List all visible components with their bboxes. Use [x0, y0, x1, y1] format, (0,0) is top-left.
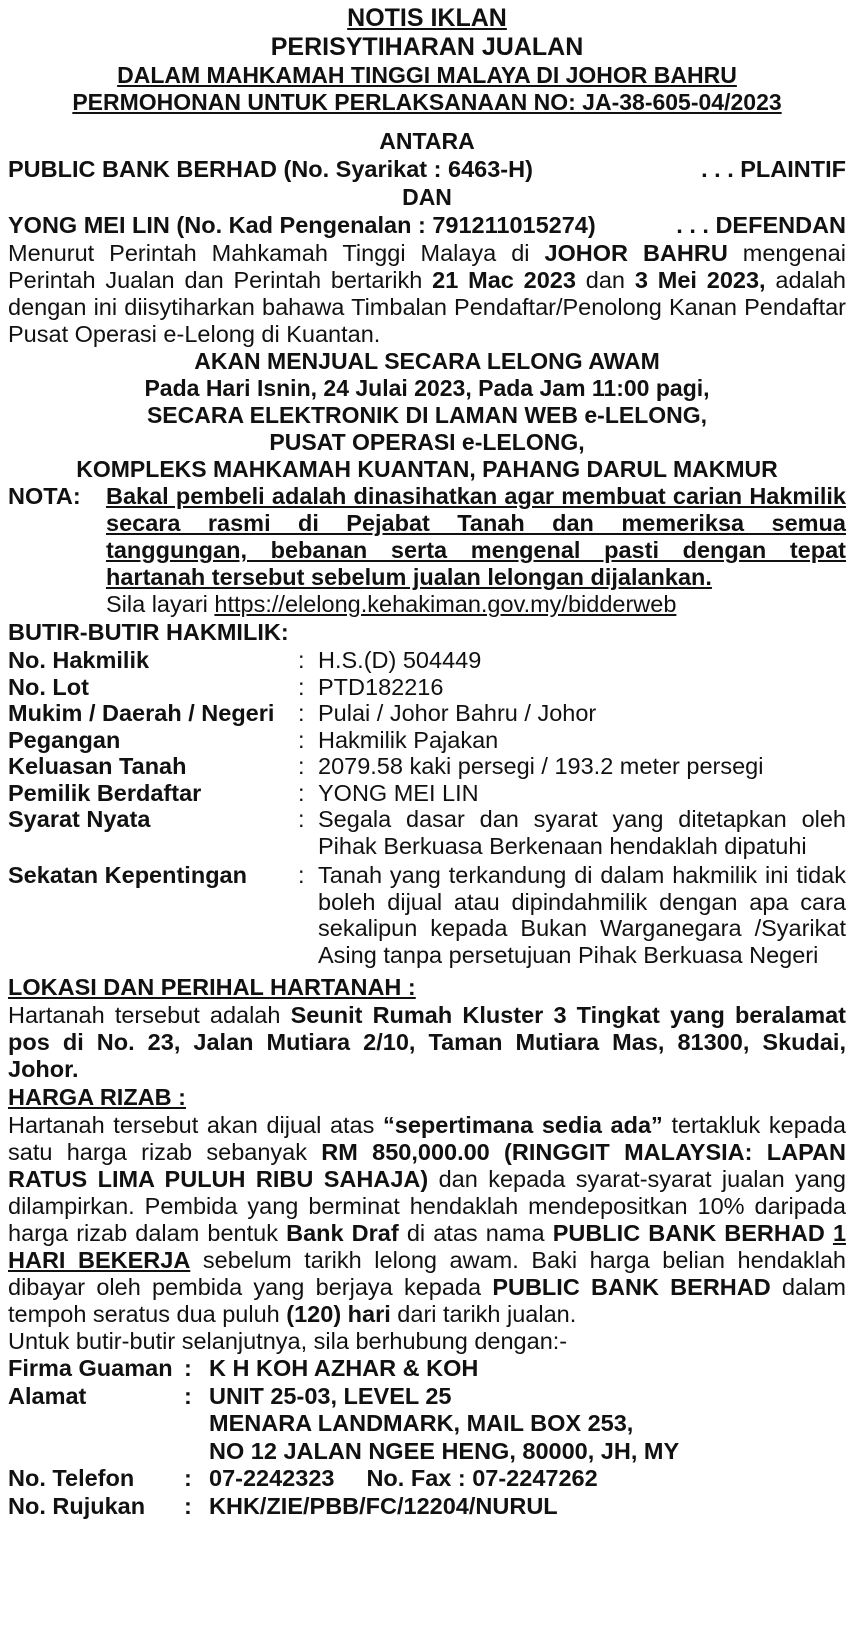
address-line: NO 12 JALAN NGEE HENG, 80000, JH, MY: [209, 1437, 680, 1464]
address-sep: :: [184, 1382, 192, 1409]
title-detail-value: Hakmilik Pajakan: [318, 726, 499, 753]
location-heading: LOKASI DAN PERIHAL HARTANAH :: [8, 974, 416, 1000]
title-details-heading: BUTIR-BUTIR HAKMILIK:: [8, 619, 289, 645]
phone-sep: :: [184, 1465, 192, 1491]
title-detail-sep: :: [298, 753, 305, 779]
title-detail-sep: :: [298, 673, 305, 700]
firm-row: [8, 1355, 846, 1383]
working-day-term: 1 HARI BEKERJA: [8, 1220, 847, 1273]
reserve-text-8: dari tarikh jualan.: [390, 1301, 577, 1327]
reserve-text-2: tertakluk kepada satu harga rizab sebanyak: [8, 1112, 846, 1165]
defendant-role: . . . DEFENDAN: [676, 212, 846, 238]
notice-subtitle: PERISYTIHARAN JUALAN: [270, 33, 584, 61]
title-detail-label: Pemilik Berdaftar: [8, 779, 202, 806]
reserve-text-7: dalam tempoh seratus dua puluh: [8, 1274, 846, 1327]
plaintiff-row: [8, 155, 846, 184]
reserve-text-4: di atas nama: [398, 1220, 553, 1246]
intro-text-2: mengenai Perintah Jualan dan Perintah bertarikh: [8, 240, 846, 293]
notice-title: NOTIS IKLAN: [347, 4, 507, 32]
title-detail-row: [8, 862, 846, 971]
phone-row: [8, 1465, 846, 1493]
title-detail-sep: :: [298, 806, 305, 832]
firm-sep: :: [184, 1355, 192, 1381]
auction-block: [8, 348, 846, 483]
intro-paragraph: [8, 240, 846, 348]
location-paragraph: [8, 1002, 846, 1083]
plaintiff-role: . . . PLAINTIF: [701, 156, 846, 182]
antara-label: ANTARA: [379, 128, 475, 154]
reserve-price: RM 850,000.00 (RINGGIT MALAYSIA: LAPAN RATUS LIMA PULUH RIBU SAHAJA): [8, 1139, 846, 1192]
phone-value-cell: [209, 1465, 846, 1493]
reserve-paragraph: [8, 1112, 846, 1328]
title-detail-label: No. Hakmilik: [8, 647, 150, 673]
title-detail-value: H.S.(D) 504449: [318, 647, 482, 673]
title-detail-label: Mukim / Daerah / Negeri: [8, 700, 275, 726]
property-address: Seunit Rumah Kluster 3 Tingkat yang beralamat pos di No. 23, Jalan Mutiara 2/10, Taman Mutiara Mas, 81300, Skudai, Johor.: [8, 1002, 846, 1082]
court-name: DALAM MAHKAMAH TINGGI MALAYA DI JOHOR BAHRU: [117, 62, 737, 88]
firm-value: K H KOH AZHAR & KOH: [209, 1355, 479, 1381]
title-detail-sep: :: [298, 779, 305, 806]
title-detail-value: 2079.58 kaki persegi / 193.2 meter persegi: [318, 753, 764, 779]
title-detail-sep: :: [298, 700, 305, 726]
payment-days: (120) hari: [286, 1301, 391, 1327]
contact-intro: Untuk butir-butir selanjutnya, sila berhubung dengan:-: [8, 1328, 568, 1354]
title-detail-row: [8, 806, 846, 862]
bank-name-2: PUBLIC BANK BERHAD: [492, 1274, 771, 1300]
intro-location: JOHOR BAHRU: [544, 240, 728, 266]
auction-venue: KOMPLEKS MAHKAMAH KUANTAN, PAHANG DARUL MAKMUR: [76, 456, 778, 482]
defendant-row: [8, 211, 846, 240]
title-detail-row: [8, 727, 846, 754]
reference-label: No. Rujukan: [8, 1492, 146, 1519]
address-row: [8, 1383, 846, 1466]
as-is-phrase: “sepertimana sedia ada”: [383, 1112, 663, 1138]
title-detail-value: YONG MEI LIN: [318, 779, 479, 806]
title-detail-value: Tanah yang terkandung di dalam hakmilik ini tidak boleh dijual atau dipindahmilik dengan apa cara sekalipun kepada Bukan Warganegara /Syarikat Asing tanpa persetujuan Pihak Berkuasa Negeri: [318, 862, 846, 968]
firm-label: Firma Guaman: [8, 1355, 173, 1381]
application-number: PERMOHONAN UNTUK PERLAKSANAAN NO: JA-38-605-04/2023: [72, 89, 782, 115]
title-detail-sep: :: [298, 862, 305, 888]
order-date-1: 21 Mac 2023: [432, 267, 576, 293]
address-line: UNIT 25-03, LEVEL 25: [209, 1382, 452, 1409]
title-detail-label: Sekatan Kepentingan: [8, 862, 247, 888]
address-line: MENARA LANDMARK, MAIL BOX 253,: [209, 1410, 634, 1436]
auction-line-1: AKAN MENJUAL SECARA LELONG AWAM: [194, 348, 660, 374]
plaintiff-name: PUBLIC BANK BERHAD (No. Syarikat : 6463-H): [8, 156, 533, 182]
title-detail-row: [8, 753, 846, 780]
reserve-text-1: Hartanah tersebut akan dijual atas: [8, 1112, 383, 1138]
order-date-2: 3 Mei 2023,: [634, 267, 766, 293]
title-detail-label: Pegangan: [8, 726, 121, 753]
bank-name-1: PUBLIC BANK BERHAD: [552, 1220, 825, 1246]
reference-value: KHK/ZIE/PBB/FC/12204/NURUL: [209, 1492, 558, 1519]
reference-sep: :: [184, 1492, 192, 1519]
title-detail-value: Pulai / Johor Bahru / Johor: [318, 700, 597, 726]
reserve-text-3: dan kepada syarat-syarat jualan yang dilampirkan. Pembida yang berminat hendaklah mendepositkan 10% daripada harga rizab dalam bentuk: [8, 1166, 846, 1246]
nota-label: NOTA:: [8, 483, 81, 509]
address-value: [209, 1383, 846, 1466]
intro-text-3: dan: [575, 267, 635, 293]
title-detail-label: Syarat Nyata: [8, 806, 151, 832]
auction-line-3: SECARA ELEKTRONIK DI LAMAN WEB e-LELONG,: [146, 402, 708, 428]
nota-block: [8, 483, 846, 618]
notice-header: [8, 4, 846, 116]
title-detail-row: [8, 700, 846, 727]
title-detail-value: PTD182216: [318, 673, 444, 700]
reference-row: [8, 1493, 846, 1521]
reserve-text-6: sebelum tarikh lelong awam. Baki harga belian hendaklah dibayar oleh pembida yang berjaya kepada: [8, 1247, 846, 1300]
dan-label: DAN: [402, 184, 452, 210]
title-detail-sep: :: [298, 647, 305, 673]
title-details-table: [8, 647, 846, 971]
intro-text-1: Menurut Perintah Mahkamah Tinggi Malaya di: [8, 240, 545, 266]
title-detail-value: Segala dasar dan syarat yang ditetapkan oleh Pihak Berkuasa Berkenaan hendaklah dipatuhi: [318, 806, 846, 859]
location-text: Hartanah tersebut adalah: [8, 1002, 291, 1028]
title-detail-sep: :: [298, 726, 305, 753]
title-detail-row: [8, 647, 846, 674]
auction-date: Pada Hari Isnin, 24 Julai 2023, Pada Jam 11:00 pagi,: [144, 375, 710, 401]
elelong-link[interactable]: https://elelong.kehakiman.gov.my/bidderweb: [214, 591, 677, 617]
visit-text: Sila layari: [106, 591, 215, 617]
nota-warning: Bakal pembeli adalah dinasihatkan agar membuat carian Hakmilik secara rasmi di Pejabat Tanah dan memeriksa semua tanggungan, bebanan serta mengenal pasti dengan tepat hartanah tersebut sebelum jualan lelongan dijalankan.: [106, 483, 846, 590]
title-detail-label: Keluasan Tanah: [8, 753, 187, 779]
phone-label: No. Telefon: [8, 1465, 135, 1491]
auction-line-4: PUSAT OPERASI e-LELONG,: [269, 429, 585, 455]
reserve-text-5: [825, 1220, 833, 1246]
parties-block: [8, 128, 846, 240]
defendant-name: YONG MEI LIN (No. Kad Pengenalan : 791211015274): [8, 212, 596, 238]
nota-visit: [106, 591, 846, 618]
phone-value: 07-2242323: [209, 1465, 335, 1491]
bank-draft-term: Bank Draf: [286, 1220, 399, 1246]
title-detail-label: No. Lot: [8, 673, 89, 700]
title-detail-row: [8, 674, 846, 701]
fax-value: No. Fax : 07-2247262: [366, 1465, 598, 1491]
contact-table: [8, 1355, 846, 1520]
title-detail-row: [8, 780, 846, 807]
reserve-heading: HARGA RIZAB :: [8, 1084, 186, 1110]
address-label: Alamat: [8, 1382, 87, 1409]
intro-text-4: adalah dengan ini diisytiharkan bahawa Timbalan Pendaftar/Penolong Kanan Pendaftar Pusat Operasi e-Lelong di Kuantan.: [8, 267, 846, 347]
